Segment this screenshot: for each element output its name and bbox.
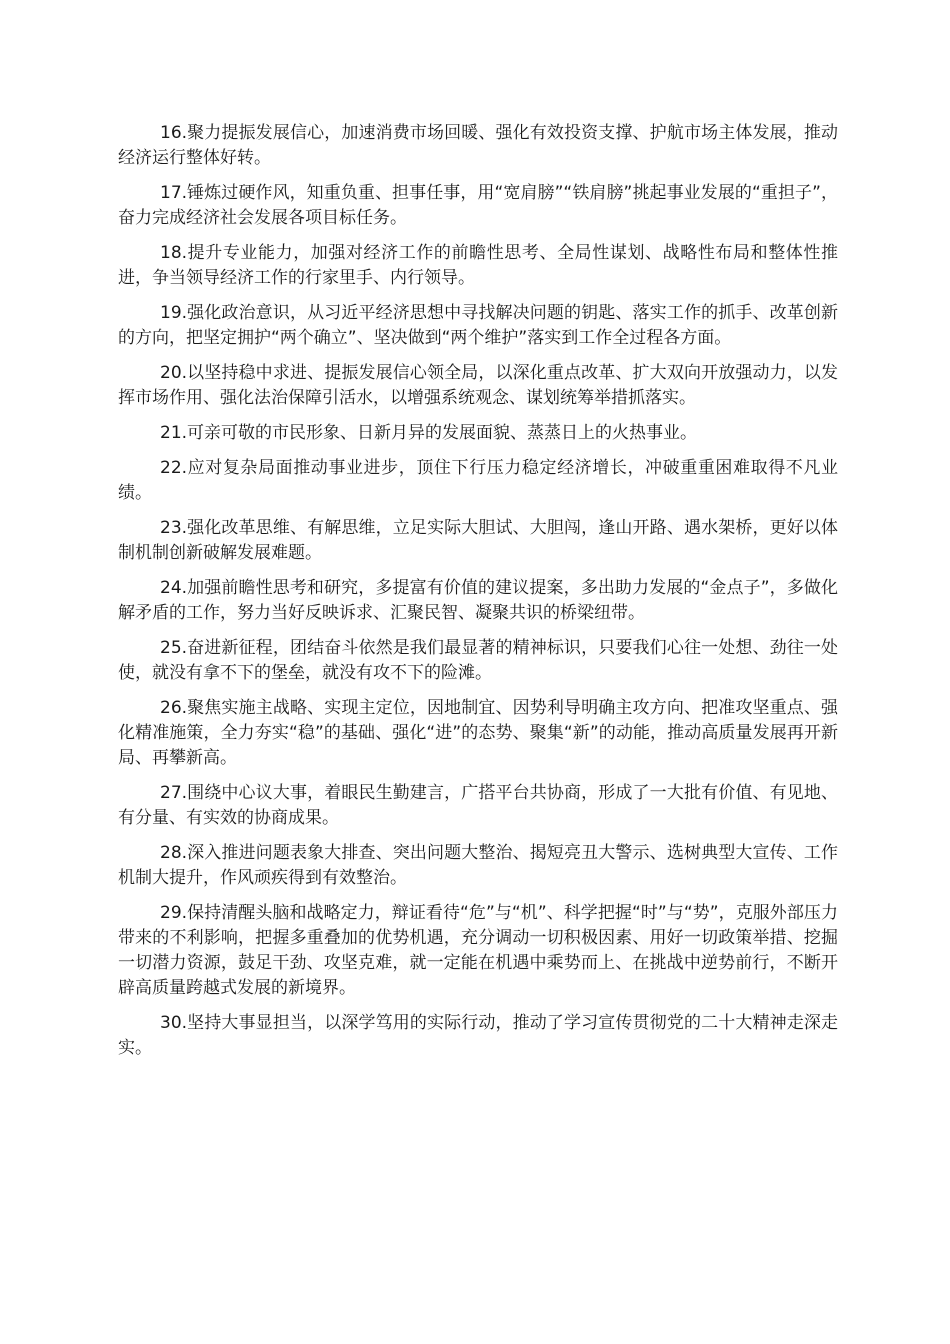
paragraph-27: 27.围绕中心议大事，着眼民生勤建言，广搭平台共协商，形成了一大批有价值、有见地、有分量、有实效的协商成果。 xyxy=(118,783,838,828)
paragraph-24: 24.加强前瞻性思考和研究，多提富有价值的建议提案，多出助力发展的“金点子”，多做化解矛盾的工作，努力当好反映诉求、汇聚民智、凝聚共识的桥梁纽带。 xyxy=(118,578,838,623)
paragraph-22: 22.应对复杂局面推动事业进步，顶住下行压力稳定经济增长，冲破重重困难取得不凡业绩。 xyxy=(118,458,838,503)
paragraph-16: 16.聚力提振发展信心，加速消费市场回暖、强化有效投资支撑、护航市场主体发展，推动经济运行整体好转。 xyxy=(118,123,838,168)
paragraph-28: 28.深入推进问题表象大排查、突出问题大整治、揭短亮丑大警示、选树典型大宣传、工作机制大提升，作风顽疾得到有效整治。 xyxy=(118,843,838,888)
paragraph-30: 30.坚持大事显担当，以深学笃用的实际行动，推动了学习宣传贯彻党的二十大精神走深走实。 xyxy=(118,1013,838,1058)
paragraph-19: 19.强化政治意识，从习近平经济思想中寻找解决问题的钥匙、落实工作的抓手、改革创新的方向，把坚定拥护“两个确立”、坚决做到“两个维护”落实到工作全过程各方面。 xyxy=(118,303,838,348)
paragraph-17: 17.锤炼过硬作风，知重负重、担事任事，用“宽肩膀”“铁肩膀”挑起事业发展的“重担子”，奋力完成经济社会发展各项目标任务。 xyxy=(118,183,838,228)
paragraph-21: 21.可亲可敬的市民形象、日新月异的发展面貌、蒸蒸日上的火热事业。 xyxy=(160,423,698,443)
paragraph-29: 29.保持清醒头脑和战略定力，辩证看待“危”与“机”、科学把握“时”与“势”，克服外部压力带来的不利影响，把握多重叠加的优势机遇，充分调动一切积极因素、用好一切政策举措、挖掘一切潜力资源，鼓足干劲、攻坚克难，就一定能在机遇中乘势而上、在挑战中逆势前行，不断开辟高质量跨越式发展的新境界。 xyxy=(118,903,838,998)
paragraph-25: 25.奋进新征程，团结奋斗依然是我们最显著的精神标识，只要我们心往一处想、劲往一处使，就没有拿不下的堡垒，就没有攻不下的险滩。 xyxy=(118,638,838,683)
paragraph-18: 18.提升专业能力，加强对经济工作的前瞻性思考、全局性谋划、战略性布局和整体性推进，争当领导经济工作的行家里手、内行领导。 xyxy=(118,243,838,288)
document-body xyxy=(118,121,838,1071)
paragraph-23: 23.强化改革思维、有解思维，立足实际大胆试、大胆闯，逢山开路、遇水架桥，更好以体制机制创新破解发展难题。 xyxy=(118,518,838,563)
paragraph-26: 26.聚焦实施主战略、实现主定位，因地制宜、因势利导明确主攻方向、把准攻坚重点、强化精准施策，全力夯实“稳”的基础、强化“进”的态势、聚集“新”的动能，推动高质量发展再开新局、再攀新高。 xyxy=(118,698,838,768)
paragraph-20: 20.以坚持稳中求进、提振发展信心领全局，以深化重点改革、扩大双向开放强动力，以发挥市场作用、强化法治保障引活水，以增强系统观念、谋划统筹举措抓落实。 xyxy=(118,363,838,408)
